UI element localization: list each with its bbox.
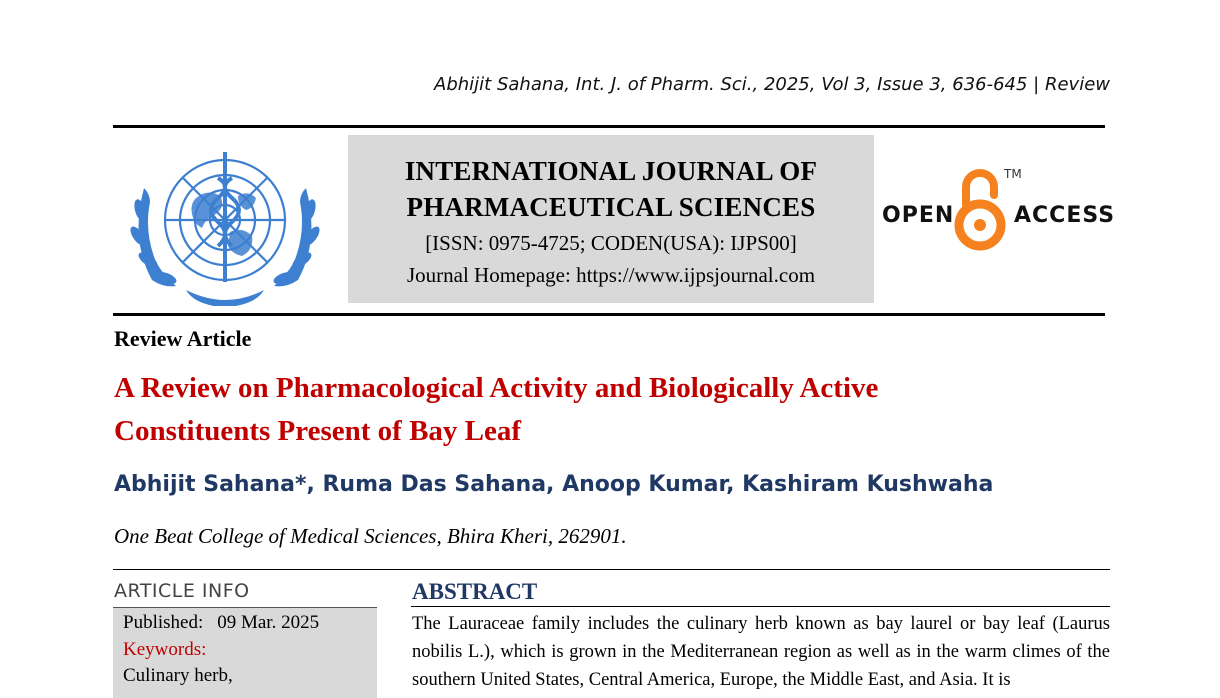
abstract-body: The Lauraceae family includes the culinary herb known as bay laurel or bay leaf (Laurus nobilis L.), which is grown in the Mediterranean region as well as in the warm climes of the southern United States, Central America, Europe, the Middle East, and Asia. It is bbox=[412, 614, 1110, 690]
trademark-mark: TM bbox=[1004, 167, 1022, 181]
journal-title-box bbox=[348, 135, 874, 303]
open-access-word-open: OPEN bbox=[882, 203, 955, 228]
journal-emblem-logo bbox=[126, 140, 324, 306]
journal-issn: [ISSN: 0975-4725; CODEN(USA): IJPS00] bbox=[425, 231, 797, 255]
header-bottom-rule bbox=[113, 313, 1105, 316]
keyword-item: Culinary herb, bbox=[123, 665, 233, 686]
keywords-label: Keywords: bbox=[123, 639, 207, 660]
open-access-word-access: ACCESS bbox=[1014, 203, 1116, 228]
running-head: Abhijit Sahana, Int. J. of Pharm. Sci., 2025, Vol 3, Issue 3, 636-645 | Review bbox=[434, 74, 1110, 95]
journal-name-line-2: PHARMACEUTICAL SCIENCES bbox=[406, 192, 816, 222]
open-access-lock-icon bbox=[952, 165, 1012, 251]
open-access-logo bbox=[880, 165, 1116, 255]
header-top-rule bbox=[113, 125, 1105, 128]
article-title: A Review on Pharmacological Activity and Biologically Active Constituents Present of Bay Leaf bbox=[114, 372, 879, 447]
section-divider bbox=[113, 569, 1110, 570]
journal-name bbox=[348, 153, 874, 225]
abstract-rule bbox=[411, 606, 1110, 607]
published-date: 09 Mar. 2025 bbox=[217, 612, 320, 633]
abstract-heading: ABSTRACT bbox=[412, 579, 538, 604]
journal-homepage[interactable]: Journal Homepage: https://www.ijpsjournal.com bbox=[406, 263, 816, 287]
author-affiliation: One Beat College of Medical Sciences, Bhira Kheri, 262901. bbox=[114, 524, 627, 548]
article-info-heading: ARTICLE INFO bbox=[114, 580, 250, 602]
journal-name-line-1: INTERNATIONAL JOURNAL OF bbox=[404, 156, 818, 186]
author-list: Abhijit Sahana*, Ruma Das Sahana, Anoop Kumar, Kashiram Kushwaha bbox=[114, 472, 994, 497]
article-info-box bbox=[113, 607, 377, 698]
published-label: Published: bbox=[123, 612, 204, 633]
published-row bbox=[123, 612, 319, 634]
article-type: Review Article bbox=[114, 326, 252, 351]
